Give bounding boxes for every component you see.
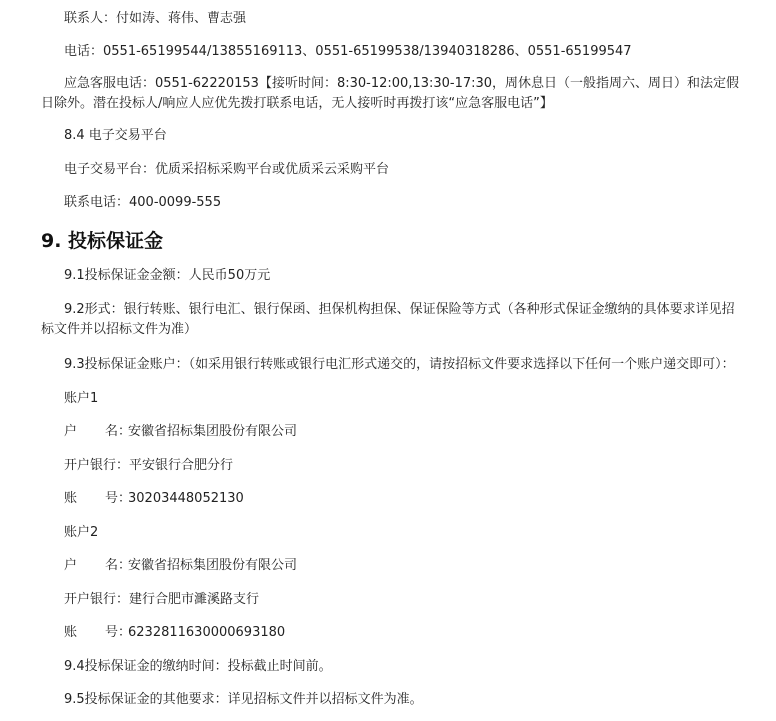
deposit-other: 9.5投标保证金的其他要求：详见招标文件并以招标文件为准。 [64, 692, 423, 707]
emergency-phone: 应急客服电话：0551-62220153【接听时间：8:30-12:00,13:30-17:30，周休息日（一般指周六、周日）和法定假日除外。潜在投标人/响应人应优先拨打联系电话，无人接听时再拨打该“应急客服电话”】 [41, 76, 740, 111]
deposit-time: 9.4投标保证金的缴纳时间：投标截止时间前。 [64, 659, 332, 674]
account-name-key: 户 名： [64, 424, 132, 439]
platform-name: 电子交易平台：优质采招标采购平台或优质采云采购平台 [64, 162, 390, 177]
account-1-bank-row [64, 456, 233, 476]
account-1-number-row [64, 489, 244, 509]
account-bank-key: 开户银行： [64, 458, 130, 473]
deposit-account-intro: 9.3投标保证金账户：（如采用银行转账或银行电汇形式递交的，请按招标文件要求选择以下任何一个账户递交即可）： [64, 357, 735, 372]
platform-phone: 联系电话：400-0099-555 [64, 195, 222, 210]
account-2-number-value: 6232811630000693180 [128, 625, 286, 640]
account-number-key: 账 号： [64, 491, 132, 506]
account-name-key: 户 名： [64, 558, 132, 573]
contact-phones: 电话：0551-65199544/13855169113、0551-65199538/13940318286、0551-65199547 [64, 44, 632, 59]
section-9-title: 9. 投标保证金 [41, 230, 164, 252]
account-2-name-value: 安徽省招标集团股份有限公司 [128, 558, 298, 573]
account-1-bank-value: 平安银行合肥分行 [129, 458, 234, 473]
account-1-name-row [64, 422, 297, 442]
deposit-forms: 9.2形式：银行转账、银行电汇、银行保函、担保机构担保、保证保险等方式（各种形式保证金缴纳的具体要求详见招标文件并以招标文件为准） [41, 302, 735, 337]
deposit-amount: 9.1投标保证金金额：人民币50万元 [64, 268, 271, 283]
section-8-4-heading: 8.4 电子交易平台 [64, 128, 167, 143]
account-2-number-row [64, 623, 285, 643]
account-2-bank-value: 建行合肥市濉溪路支行 [129, 592, 260, 607]
account-1-label: 账户1 [64, 391, 99, 406]
account-1-number-value: 30203448052130 [128, 491, 244, 506]
account-number-key: 账 号： [64, 625, 132, 640]
account-2-name-row [64, 556, 297, 576]
account-2-label: 账户2 [64, 525, 99, 540]
account-1-name-value: 安徽省招标集团股份有限公司 [128, 424, 298, 439]
account-bank-key: 开户银行： [64, 592, 130, 607]
contact-persons: 联系人：付如涛、蒋伟、曹志强 [64, 11, 247, 26]
account-2-bank-row [64, 590, 259, 610]
